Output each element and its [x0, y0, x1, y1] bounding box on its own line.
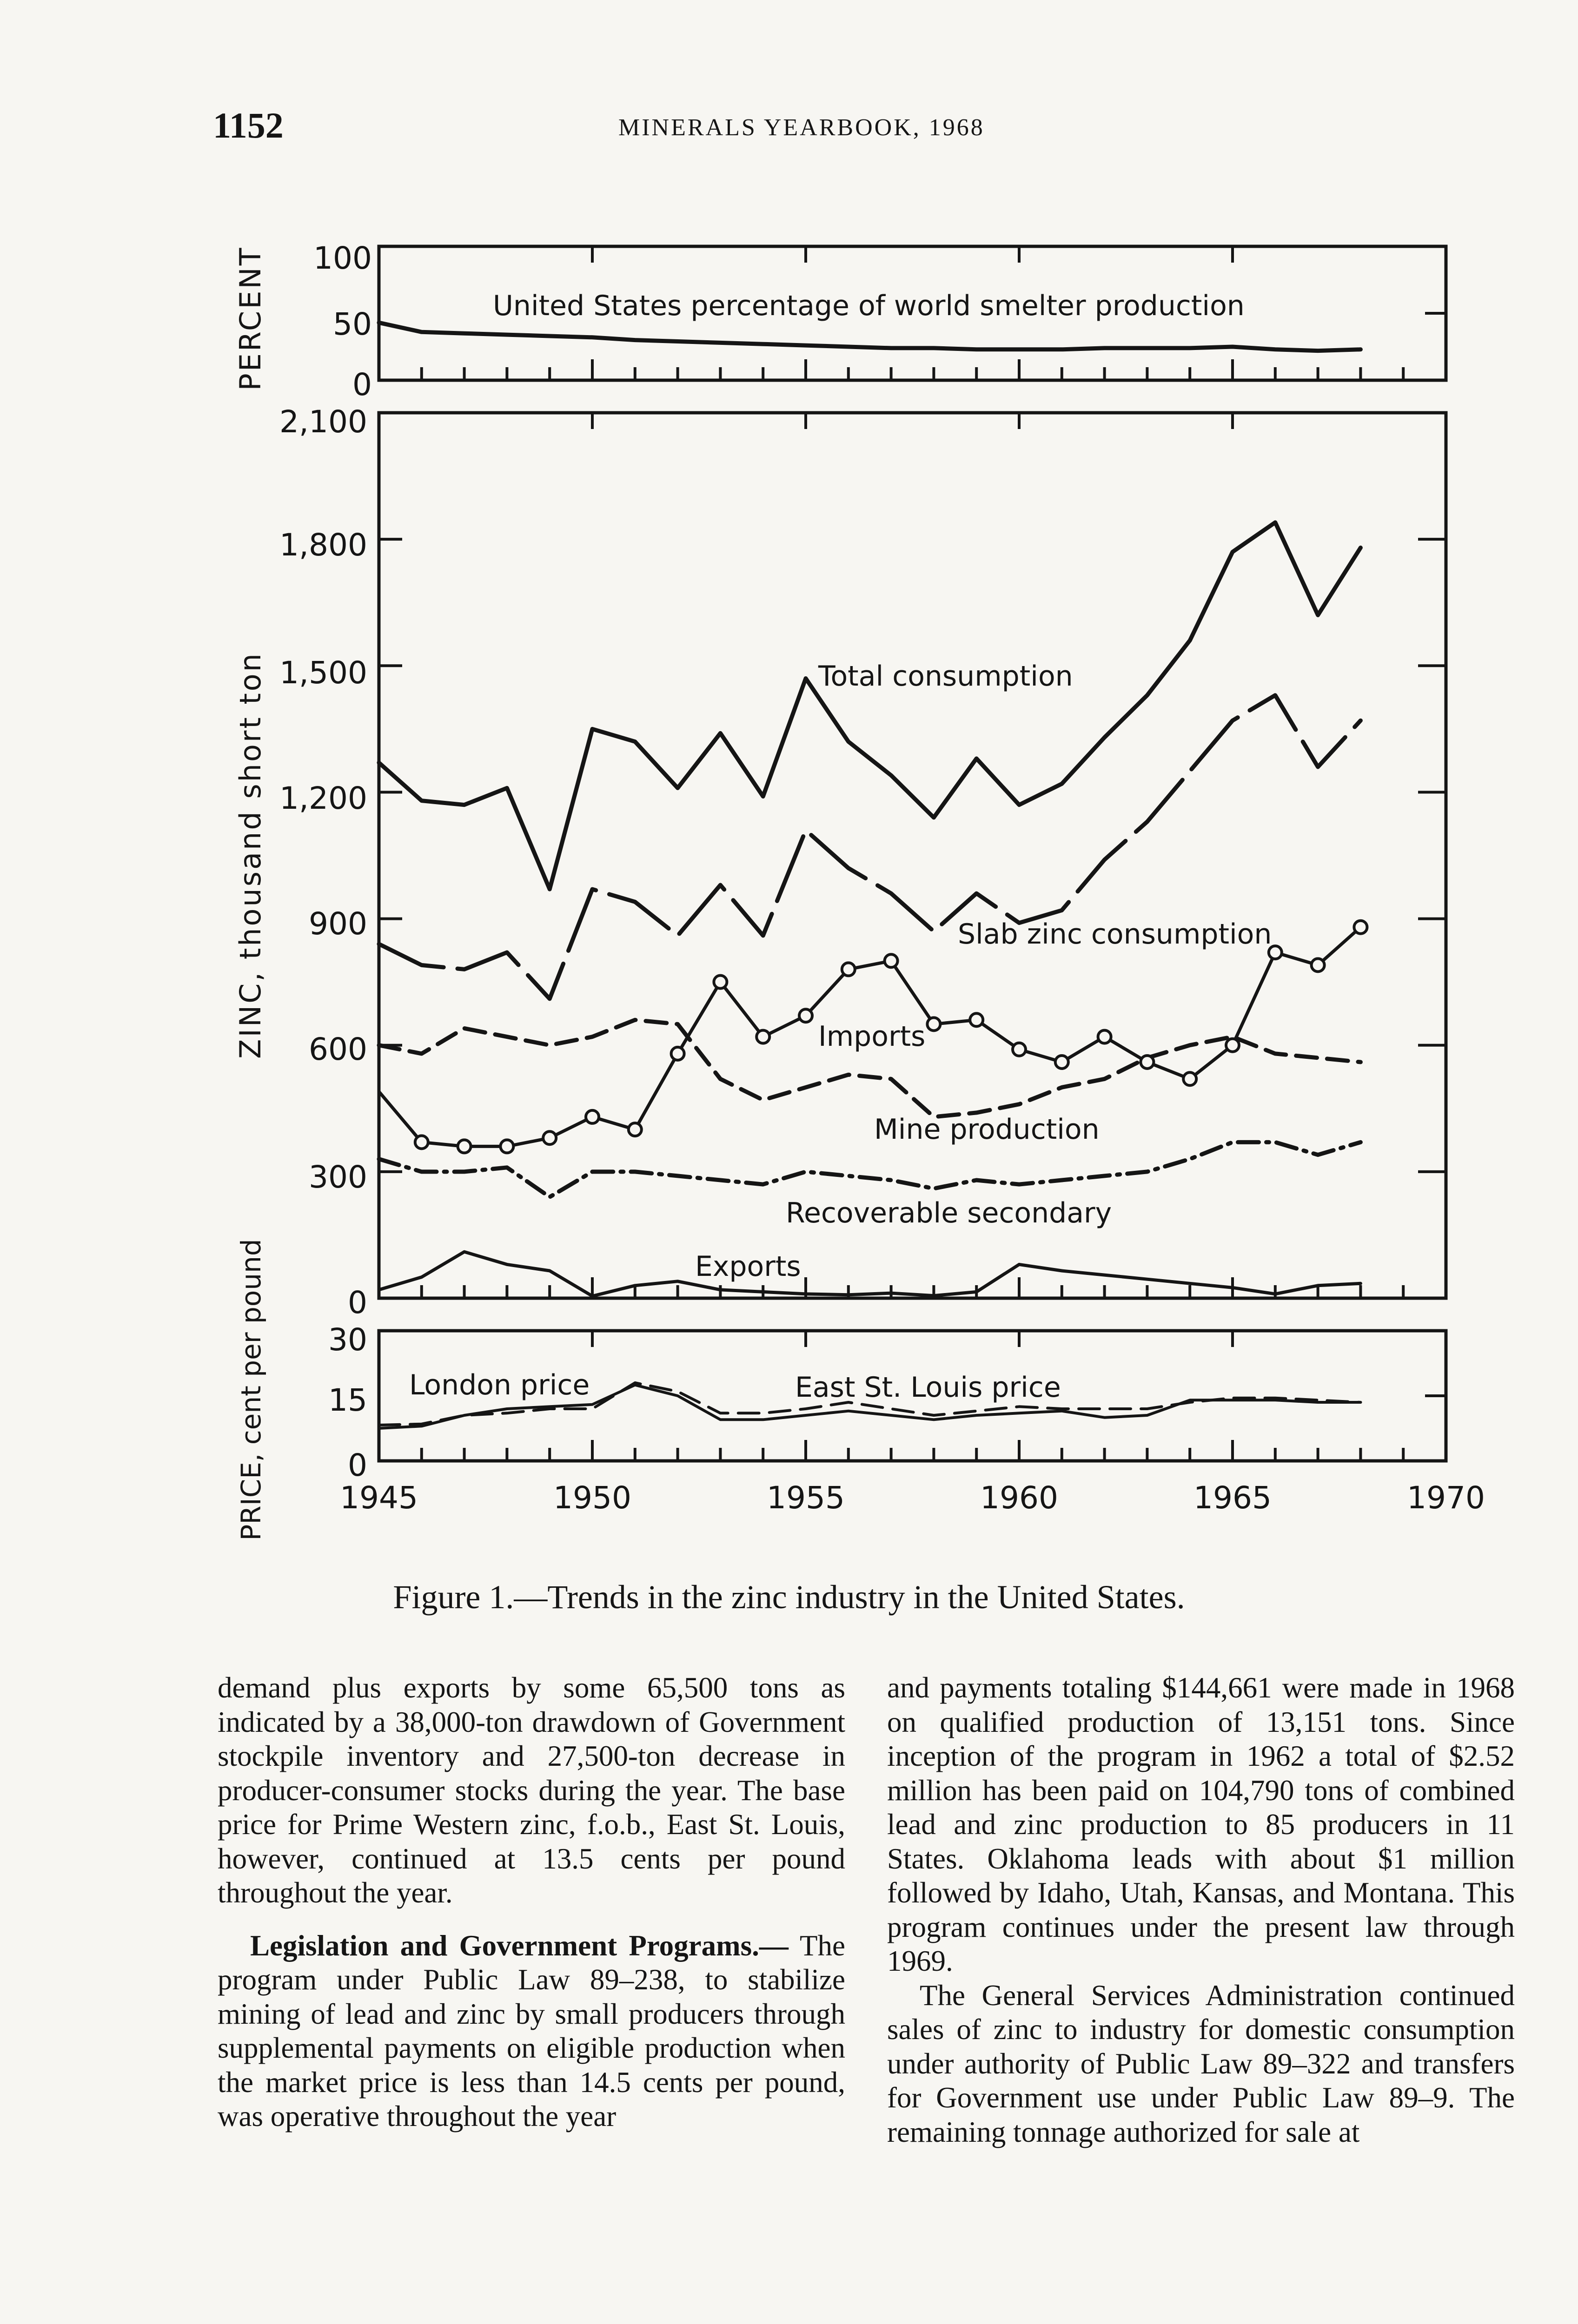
- right-paragraph-1: and payments totaling $144,661 were made in 1968 on qualified production of 13,151 tons. Since inception of the program in 1962 a total of $2.52 million has been paid on 104,790 tons of combined lead and zinc production to 85 producers in 11 States. Oklahoma leads with about $1 million followed by Idaho, Utah, Kansas, and Montana. This program continues under the present law through 1969.: [887, 1671, 1515, 1977]
- annotation-slab-zinc: Slab zinc consumption: [958, 918, 1272, 951]
- series-line-exports: [379, 1252, 1360, 1296]
- mine-production-point-1954: [756, 1030, 769, 1043]
- zinc-ytick-300: 300: [309, 1159, 367, 1195]
- mine-production-point-1951: [629, 1123, 642, 1136]
- xtick-1970: 1970: [1407, 1480, 1485, 1516]
- running-head: MINERALS YEARBOOK, 1968: [618, 114, 985, 141]
- mine-production-point-1961: [1055, 1056, 1068, 1069]
- text-column-left: [218, 1671, 845, 2134]
- xtick-1945: 1945: [340, 1480, 418, 1516]
- zinc-ytick-1500: 1,500: [279, 655, 367, 691]
- left-paragraph-2-text: The program under Public Law 89–238, to stabilize mining of lead and zinc by small producers through supplemental payments on eligible production when the market price is less than 14.5 cents per pound, was operative throughout the year: [218, 1929, 845, 2133]
- figure-caption: Figure 1.—Trends in the zinc industry in the United States.: [393, 1578, 1185, 1616]
- zinc-ytick-600: 600: [309, 1031, 367, 1067]
- mine-production-point-1956: [842, 963, 855, 976]
- mine-production-point-1964: [1183, 1072, 1196, 1085]
- price-ytick-0: 0: [348, 1447, 367, 1483]
- annotation-mine-production: Mine production: [874, 1113, 1100, 1146]
- mine-production-point-1949: [543, 1131, 556, 1144]
- xtick-1955: 1955: [767, 1480, 845, 1516]
- mine-production-point-1962: [1098, 1030, 1111, 1043]
- mine-production-point-1955: [799, 1009, 812, 1022]
- mine-production-point-1965: [1226, 1039, 1239, 1052]
- annotation-us-percentage: United States percentage of world smelter production: [493, 290, 1245, 322]
- annotation-recoverable-secondary: Recoverable secondary: [786, 1197, 1112, 1229]
- annotation-total-consumption: Total consumption: [818, 660, 1073, 693]
- mine-production-point-1957: [885, 954, 898, 967]
- mine-production-point-1947: [458, 1140, 471, 1153]
- mine-production-point-1950: [586, 1110, 599, 1123]
- price-axis-label: [235, 1239, 267, 1540]
- xtick-1950: 1950: [553, 1480, 631, 1516]
- zinc-ytick-2100: 2,100: [279, 404, 367, 440]
- mine-production-point-1946: [415, 1136, 428, 1149]
- section-heading: Legislation and Government Programs.—: [250, 1929, 789, 1962]
- series-line-slab-zinc-consumption: [379, 695, 1360, 999]
- price-axis-label-text: PRICE, cent per pound: [235, 1239, 267, 1541]
- annotation-exports: Exports: [695, 1250, 801, 1283]
- zinc-axis-label: ZINC, thousand short ton: [233, 652, 267, 1059]
- mine-production-point-1948: [500, 1140, 513, 1153]
- page-number: 1152: [213, 105, 284, 145]
- text-column-right: [887, 1671, 1515, 2149]
- mine-production-point-1952: [671, 1047, 684, 1060]
- series-line-us-percentage: [379, 323, 1360, 350]
- mine-production-point-1960: [1013, 1043, 1026, 1056]
- price-ytick-15: 15: [328, 1382, 367, 1418]
- annotation-london-price: London price: [409, 1369, 590, 1401]
- left-paragraph-1: demand plus exports by some 65,500 tons as indicated by a 38,000-ton drawdown of Government stockpile inventory and 27,500-ton decrease in producer-consumer stocks during the year. The base price for Prime Western zinc, f.o.b., East St. Louis, however, continued at 13.5 cents per pound throughout the year.: [218, 1671, 845, 1909]
- zinc-ytick-0: 0: [348, 1285, 367, 1320]
- percent-ytick-0: 0: [352, 367, 372, 403]
- left-paragraph-2: [218, 1929, 845, 2134]
- mine-production-point-1963: [1140, 1056, 1154, 1069]
- mine-production-point-1959: [970, 1013, 983, 1026]
- zinc-ytick-900: 900: [309, 906, 367, 942]
- mine-production-point-1958: [927, 1017, 940, 1030]
- price-ytick-30: 30: [328, 1322, 367, 1358]
- percent-ytick-50: 50: [333, 306, 372, 342]
- series-line-recoverable-secondary: [379, 1142, 1360, 1197]
- percent-axis-label: PERCENT: [233, 246, 267, 391]
- annotation-east-st-louis-price: East St. Louis price: [795, 1371, 1061, 1404]
- mine-production-point-1968: [1354, 921, 1367, 934]
- percent-ytick-100: 100: [313, 240, 372, 276]
- xtick-1965: 1965: [1193, 1480, 1272, 1516]
- mine-production-point-1967: [1312, 958, 1325, 971]
- zinc-ytick-1800: 1,800: [279, 527, 367, 563]
- right-paragraph-2: The General Services Administration continued sales of zinc to industry for domestic consumption under authority of Public Law 89–322 and transfers for Government use under Public Law 89–9. The remaining tonnage authorized for sale at: [887, 1979, 1515, 2148]
- mine-production-point-1953: [714, 976, 727, 989]
- xtick-1960: 1960: [980, 1480, 1058, 1516]
- annotation-imports: Imports: [818, 1020, 926, 1053]
- zinc-ytick-1200: 1,200: [279, 780, 367, 816]
- series-line-total-consumption: [379, 522, 1360, 889]
